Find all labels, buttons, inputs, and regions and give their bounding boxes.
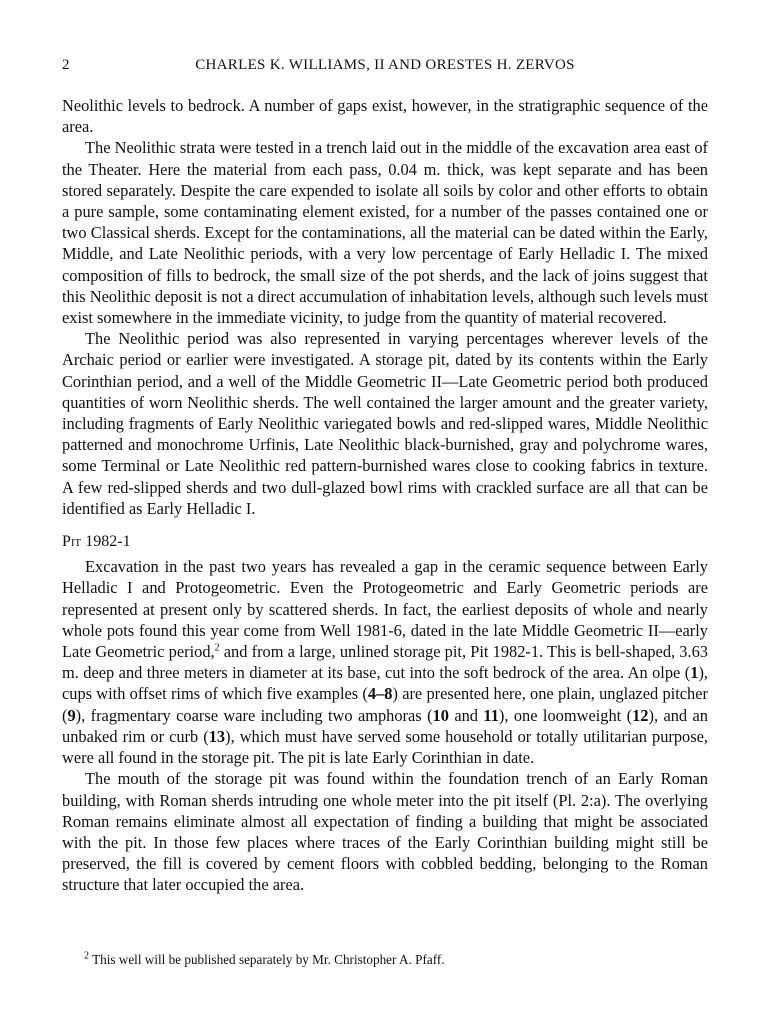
paragraph-5: The mouth of the storage pit was found within the foundation trench of an Early Roman building, with Roman sherds intruding one whole meter into the pit itself (Pl. 2:a). The overlying Roman remains eliminate almost all expectation of finding a building that might be associated with the pit. In those few places where traces of the Early Corinthian building might still be preserved, the fill is covered by cement floors with cobbled bedding, belonging to the Roman structure that later occupied the area.: [62, 769, 708, 895]
paragraph-3: The Neolithic period was also represented in varying percentages wherever levels of the Archaic period or earlier were investigated. A storage pit, dated by its contents within the Early Corinthian period, and a well of the Middle Geometric II—Late Geometric period both produced quantities of worn Neolithic sherds. The well contained the larger amount and the greater variety, including fragments of Early Neolithic variegated bowls and red-slipped wares, Middle Neolithic patterned and monochrome Urfinis, Late Neolithic black-burnished, gray and polychrome wares, some Terminal or Late Neolithic red pattern-burnished wares close to cooking fabrics in texture. A few red-slipped sherds and two dull-glazed bowl rims with crackled surface are all that can be identified as Early Helladic I.: [62, 329, 708, 518]
catalog-number: 10: [432, 705, 449, 725]
footnote-text: This well will be published separately by Mr. Christopher A. Pfaff.: [92, 952, 445, 967]
p4-text-d: ) are presented here, one plain, unglazed pitcher (: [62, 684, 708, 725]
p4-text-i: ), which must have served some household or totally utilitarian purpose, were all found in the storage pit. The pit is late Early Corinthian in date.: [62, 726, 708, 768]
footnote-marker: 2: [84, 950, 89, 962]
catalog-number: 12: [632, 705, 649, 725]
section-heading: [62, 531, 708, 552]
footnote: [84, 951, 708, 968]
p4-text-f: and: [448, 705, 484, 725]
catalog-number: 11: [483, 705, 499, 725]
running-head: CHARLES K. WILLIAMS, II AND ORESTES H. ZERVOS: [195, 57, 575, 73]
p4-text-g: ), one loomweight (: [498, 705, 633, 725]
catalog-number: 4–8: [367, 684, 393, 704]
paragraph-2: The Neolithic strata were tested in a trench laid out in the middle of the excavation area east of the Theater. Here the material from each pass, 0.04 m. thick, was kept separate and has been stored separately. Despite the care expended to isolate all soils by color and other efforts to obtain a pure sample, some contaminating element existed, for a number of the passes contained one or two Classical sherds. Except for the contaminations, all the material can be dated within the Early, Middle, and Late Neolithic periods, with a very low percentage of Early Helladic I. The mixed composition of fills to bedrock, the small size of the pot sherds, and the lack of joins suggest that this Neolithic deposit is not a direct accumulation of inhabitation levels, although such levels must exist somewhere in the immediate vicinity, to judge from the quantity of material recovered.: [62, 138, 708, 328]
p4-text-b: and from a large, unlined storage pit, Pit 1982-1. This is bell-shaped, 3.63 m. deep and three meters in diameter at its base, cut into the soft bedrock of the area. An olpe (: [62, 642, 708, 683]
body-text: [62, 95, 708, 896]
footnote-reference[interactable]: 2: [214, 642, 220, 654]
paragraph-4: [62, 556, 708, 768]
catalog-number: 1: [690, 663, 699, 683]
page-number: 2: [62, 57, 70, 73]
p4-text-c: ), cups with offset rims of which five examples (: [62, 663, 708, 704]
paragraph-1: Neolithic levels to bedrock. A number of gaps exist, however, in the stratigraphic sequence of the area.: [62, 96, 708, 137]
catalog-number: 13: [208, 726, 226, 746]
catalog-number: 9: [67, 705, 76, 725]
p4-text-h: ), and an unbaked rim or curb (: [62, 705, 708, 746]
p4-text-e: ), fragmentary coarse ware including two amphoras (: [75, 705, 433, 725]
section-title: Pit 1982-1: [62, 533, 131, 551]
p4-text-a: Excavation in the past two years has revealed a gap in the ceramic sequence between Early Helladic I and Protogeometric. Even the Protogeometric and Early Geometric periods are represented at present only by scattered sherds. In fact, the earliest deposits of whole and nearly whole pots found this year come from Well 1981-6, dated in the late Middle Geometric II—early Late Geometric period,: [62, 557, 708, 662]
